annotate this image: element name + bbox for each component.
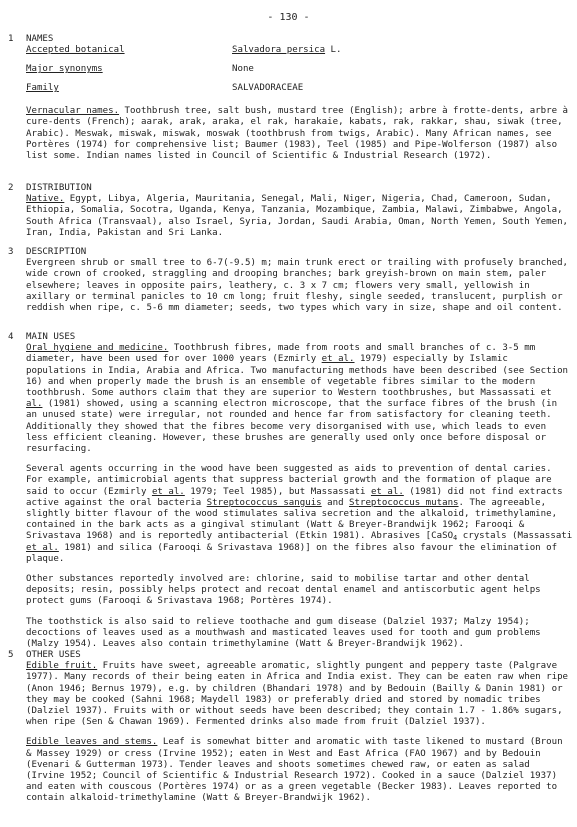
section-main-uses <box>8 332 573 650</box>
section-heading: NAMES <box>26 34 54 44</box>
edible-leaves-paragraph <box>26 737 573 804</box>
section-description <box>8 247 573 314</box>
name-row-accepted <box>26 45 573 64</box>
et-al: et al. <box>321 354 355 365</box>
species-name: Streptococcus mutans <box>349 497 459 508</box>
section-heading: DISTRIBUTION <box>26 183 92 193</box>
et-al: al. <box>26 399 43 410</box>
et-al: et al. <box>370 486 404 497</box>
toothstick-paragraph: The toothstick is also said to relieve toothache and gum disease (Dalziel 1937; Malzy 1954); decoctions of leaves used as a mouthwash and masticated leaves used for tooth and gum problems (Malzy 1954). Leaves also contain trimethylamine (Watt & Breyer-Brandwijk 1962). <box>26 616 541 650</box>
name-row-synonyms <box>26 64 573 83</box>
section-distribution <box>8 183 573 239</box>
name-label: Major synonyms <box>26 64 103 75</box>
paragraph-label: Edible fruit. <box>26 661 98 672</box>
name-value <box>232 45 342 56</box>
vernacular-paragraph <box>26 106 573 162</box>
name-value: SALVADORACEAE <box>232 83 304 94</box>
paragraph-text: Toothbrush tree, salt bush, mustard tree (English); arbre à frotte-dents, arbre à cure-dents (French); aarak, arak, araka, el rak, harakaie, kabats, rak, rakkar, shau, siwak (tree, Arabic). Meswak, miswak, miswak, moswak (toothbrush from twigs, Arabic). Many African names, see Portères (1974) for comprehensive list; Baumer (1983), Teel (1985) and Pipe-Wolferson (1987) also list some. Indian names listed in Council of Scientific & Industrial Research (1972). <box>26 106 569 162</box>
paragraph-label: Vernacular names. <box>26 106 120 117</box>
section-body <box>26 34 573 162</box>
section-number: 3 <box>8 247 14 257</box>
section-number: 2 <box>8 183 14 193</box>
et-al: et al. <box>26 542 59 553</box>
section-body <box>26 183 573 239</box>
section-other-uses <box>8 650 573 805</box>
edible-fruit-paragraph <box>26 661 573 728</box>
species-name: Streptococcus sanguis <box>206 497 322 508</box>
section-body <box>26 332 573 650</box>
section-number: 4 <box>8 332 14 342</box>
section-number: 1 <box>8 34 14 44</box>
oral-hygiene-paragraph: Oral hygiene and medicine. Toothbrush fibres, made from roots and small branches of c. 3-5 mm diameter, have been used for over 1000 years (Ezmirly et al. 1979) especially by Islamic populations in India, Arabia and Africa. Two manufacturing methods have been described (see Section 16) and when properly made the brush is an ensemble of vegetable fibres similar to the modern toothbrush. Some authors claim that they are superior to Western toothbrushes, but Massassati et al. (1981) showed, using a scanning electron microscope, that the surface fibres of the brush (in an unused state) were irregular, not rounded and hence far from satisfactory for cleaning teeth. Additionally they showed that the fibres become very disorganised with use, which leads to even less efficient cleaning. However, these brushes are generally used only once before disposal or resurfacing. <box>26 343 569 455</box>
species-name: Salvadora persica <box>232 45 326 56</box>
paragraph-label: Edible leaves and stems. <box>26 737 158 748</box>
name-label: Accepted botanical <box>26 45 125 56</box>
section-heading: DESCRIPTION <box>26 247 87 257</box>
section-heading: OTHER USES <box>26 650 81 660</box>
paragraph-text: Leaf is somewhat bitter and aromatic with taste likened to mustard (Broun & Massey 1929) or cress (Irvine 1952); eaten in West and East Africa (FAO 1967) and by Bedouin (Evenari & Gutterman 1973). Tender leaves and shoots sometimes chewed raw, or eaten as salad (Irvine 1952; Council of Scientific & Industrial Research 1972). Cooked in a sauce (Dalziel 1937) and eaten with couscous (Portères 1974) or as a green vegetable (Becker 1983). Leaves reported to contain alkaloid-trimethylamine (Watt & Breyer-Brandwijk 1962). <box>26 737 563 804</box>
section-body <box>26 247 573 314</box>
caries-agents-paragraph: Several agents occurring in the wood have been suggested as aids to prevention of dental caries. For example, antimicrobial agents that suppress bacterial growth and the formation of plaque are said to occur (Ezmirly et al. 1979; Teel 1985), but Massassati et al. (1981) did not find extracts active against the oral bacteria Streptococcus sanguis and Streptococcus mutans. The agreeable, slightly bitter flavour of the wood stimulates saliva secretion and the alkaloid, trimethylamine, contained in the bark acts as a gingival stimulant (Watt & Breyer-Brandwijk 1962; Farooqi & Srivastava 1968) and is reportedly antibacterial (Etkin 1981). Abrasives [CaSO$_4$ crystals (Massassati et al. 1981) and silica (Farooqi & Srivastava 1968)] on the fibres also favour the elimination of plaque. <box>26 464 573 564</box>
description-paragraph: Evergreen shrub or small tree to 6-7(-9.5) m; main trunk erect or trailing with profusely branched, wide crown of crooked, straggling and drooping branches; bark greyish-brown on main stem, paler elsewhere; leaves in opposite pairs, leathery, c. 3 x 7 cm; flowers very small, yellowish in axillary or terminal panicles to 10 cm long; fruit fleshy, single seeded, translucent, purplish or reddish when ripe, c. 5-6 mm diameter; seeds, two types which vary in size, shape and oil content. <box>26 258 569 314</box>
subscript: 4 <box>453 534 458 543</box>
paragraph-text: Fruits have sweet, agreeable aromatic, slightly pungent and peppery taste (Palgrave 1977). Many records of their being eaten in Africa and India exist. They can be eaten raw when ripe (Anon 1946; Bernus 1979), e.g. by children (Bhandari 1978) and by Bedouin (Bailly & Danin 1981) or they may be cooked (Sahni 1968; Maydell 1983) or preferably dried and stored by nomadic tribes (Dalziel 1937). Fruits with or without seeds have been described; they contain 1.7 - 1.86% sugars, when ripe (Sen & Chawan 1969). Fermented drinks also made from fruit (Dalziel 1937). <box>26 661 569 728</box>
section-body <box>26 650 573 805</box>
section-names <box>8 34 573 162</box>
other-substances-paragraph: Other substances reportedly involved are: chlorine, said to mobilise tartar and other dental deposits; resin, possibly helps protect and recoat dental enamel and antiscorbutic agent helps protect gums (Farooqi & Srivastava 1968; Portères 1974). <box>26 574 541 607</box>
name-row-family <box>26 83 573 102</box>
section-number: 5 <box>8 650 14 660</box>
paragraph-label: Native. <box>26 194 65 205</box>
paragraph-label: Oral hygiene and medicine. <box>26 343 169 354</box>
page-number: - 130 - <box>267 12 310 23</box>
section-heading: MAIN USES <box>26 332 76 342</box>
paragraph-text: Egypt, Libya, Algeria, Mauritania, Senegal, Mali, Niger, Nigeria, Chad, Cameroon, Sudan, Ethiopia, Somalia, Socotra, Uganda, Kenya, Tanzania, Mozambique, Zambia, Malawi, Zimbabwe, Angola, South Africa (Transvaal), also Israel, Syria, Jordan, Saudi Arabia, Oman, North Yemen, South Yemen, Iran, India, Pakistan and Sri Lanka. <box>26 194 569 238</box>
et-al: et al. <box>151 486 185 497</box>
distribution-paragraph <box>26 194 573 239</box>
name-label: Family <box>26 83 59 94</box>
name-value: None <box>232 64 254 75</box>
author-abbrev: L. <box>325 45 342 56</box>
